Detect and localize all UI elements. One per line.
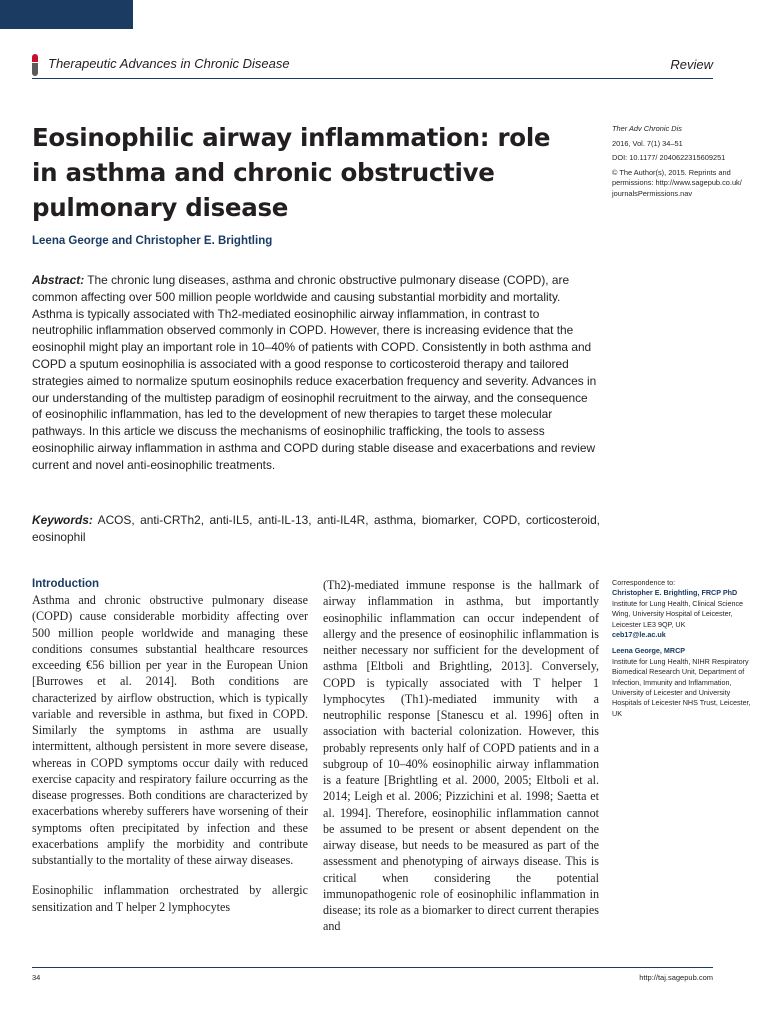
abstract-label: Abstract:	[32, 273, 85, 287]
section-heading: Introduction	[32, 578, 100, 590]
body-paragraph: Eosinophilic inflammation orchestrated by allergic sensitization and T helper 2 lymphocytes	[32, 883, 308, 914]
article-type: Review	[670, 57, 713, 72]
keywords-text: ACOS, anti-CRTh2, anti-IL5, anti-IL-13, anti-IL4R, asthma, biomarker, COPD, corticosteroid, eosinophil	[32, 513, 600, 544]
body-paragraph: (Th2)-mediated immune response is the hallmark of airway inflammation in asthma, but importantly eosinophilic inflammation can occur independent of allergy and the presence of eosinophilic inflammation is neither necessary nor sufficient for the development of asthma [Eltboli and Brightling, 2013]. Conversely, COPD is typically associated with T helper 1 lymphocytes (Th1)-mediated immunity with a neutrophilic response [Stanescu et al. 1996] often in association with bacterial colonization. However, this probably represents only half of COPD patients and in a subgroup of 10–40% eosinophilic airway inflammation is a feature [Brightling et al. 2000, 2005; Eltboli et al. 2014; Leigh et al. 2006; Pizzichini et al. 1998; Saetta et al. 1994]. Therefore, eosinophilic inflammation cannot be assumed to be present or absent dependent on the airway disease, but needs to be measured as part of the assessment and phenotyping of airways disease. This is critical when considering the potential immunopathogenic role of eosinophilic inflammation in disease; its role as a biomarker to direct current therapies and	[323, 578, 599, 934]
abstract-text: The chronic lung diseases, asthma and chronic obstructive pulmonary disease (COPD), are common affecting over 500 million people worldwide and causing substantial morbidity and mortality. Asthma is typically associated with Th2-mediated eosinophilic airway inflammation, in contrast to neutrophilic inflammation observed commonly in COPD. However, there is increasing evidence that the eosinophil might play an important role in 10–40% of patients with COPD. Consistently in both asthma and COPD a sputum eosinophilia is associated with a good response to corticosteroid therapy and tailored strategies aimed to normalize sputum eosinophils reduce exacerbation frequency and severity. Advances in our understanding of the multistep paradigm of eosinophil recruitment to the airway, and the consequence of eosinophilic inflammation, has led to the development of new therapies to target these molecular pathways. In this article we discuss the mechanisms of eosinophilic trafficking, the tools to assess eosinophilic airway inflammation in asthma and COPD during stable disease and exacerbations and review current and novel anti-eosinophilic treatments.	[32, 273, 597, 472]
second-author-address: Institute for Lung Health, NIHR Respiratory Biomedical Research Unit, Department of Infection, Immunity and Inflammation, University of Leicester and University Hospitals of Leicester NHS Trust, Leicester, UK	[612, 656, 751, 718]
correspondence-block	[612, 578, 752, 725]
correspondence-label: Correspondence to:	[612, 578, 676, 587]
copyright-notice: © The Author(s), 2015. Reprints and permissions: http://www.sagepub.co.uk/ journalsPermissions.nav	[612, 167, 742, 198]
journal-url[interactable]: http://taj.sagepub.com	[639, 973, 713, 982]
keywords	[32, 512, 600, 546]
corresponding-author-address: Institute for Lung Health, Clinical Science Wing, University Hospital of Leicester, Leicester LE3 9QP, UK	[612, 598, 744, 629]
publication-metadata	[612, 124, 752, 203]
second-author-name: Leena George, MRCP	[612, 646, 686, 656]
header-color-block	[0, 0, 133, 29]
body-column-left	[32, 577, 308, 915]
body-column-right	[323, 577, 599, 935]
footer-divider	[32, 967, 713, 968]
journal-name: Therapeutic Advances in Chronic Disease	[48, 56, 290, 71]
corresponding-author-name: Christopher E. Brightling, FRCP PhD	[612, 588, 738, 598]
journal-header	[32, 52, 713, 79]
article-title: Eosinophilic airway inflammation: role in asthma and chronic obstructive pulmonary disease	[32, 123, 551, 222]
page-number: 34	[32, 973, 41, 982]
journal-abbreviation: Ther Adv Chronic Dis	[612, 124, 682, 133]
author-list: Leena George and Christopher E. Brightling	[32, 235, 273, 247]
doi: DOI: 10.1177/ 2040622315609251	[612, 153, 726, 162]
volume-info: 2016, Vol. 7(1) 34–51	[612, 138, 683, 148]
corresponding-author-email[interactable]: ceb17@le.ac.uk	[612, 630, 666, 640]
body-paragraph: Asthma and chronic obstructive pulmonary disease (COPD) cause considerable morbidity affecting over 500 million people worldwide and managing these conditions consumes substantial healthcare resources exceeding €56 billion per year in the European Union [Burrowes et al. 2014]. Both conditions are characterized by airflow obstruction, which is typically variable and reversible in asthma, but fixed in COPD. Similarly the symptoms in asthma are usually intermittent, although persistent in more severe disease, whereas in COPD symptoms occur daily with reduced exercise capacity and respiratory failure occurring as the disease progresses. Both conditions are characterized by exacerbations whereby sufferers have worsening of their symptoms often precipitated by infection and these exacerbations amplify the morbidity and contribute substantially to the mortality of these airway diseases.	[32, 593, 308, 867]
abstract	[32, 272, 600, 474]
keywords-label: Keywords:	[32, 513, 93, 527]
journal-logo-icon	[32, 54, 38, 76]
